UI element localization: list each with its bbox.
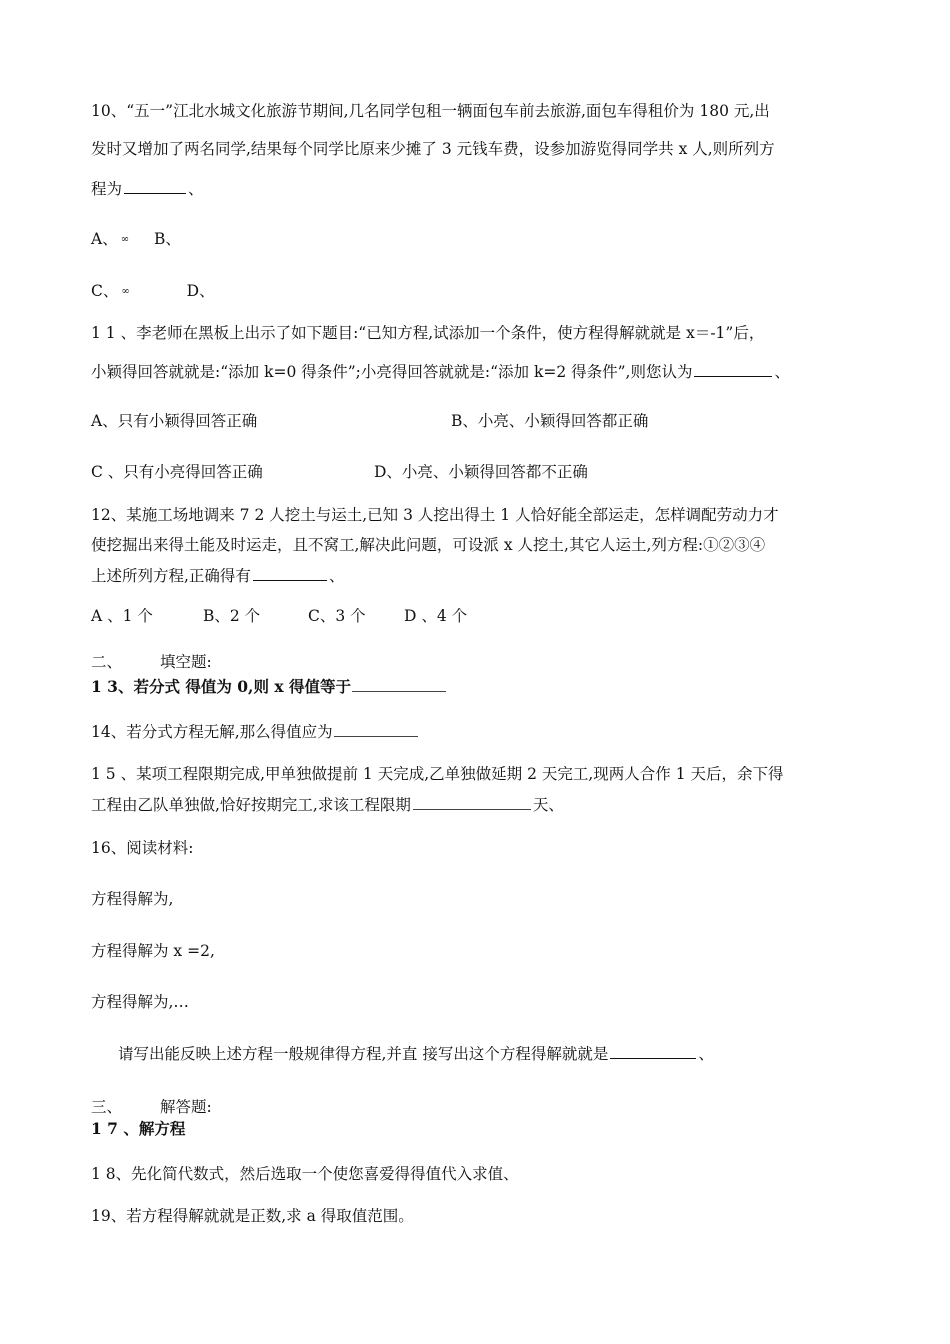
q12-option-a: A 、1 个: [91, 607, 153, 625]
q15-line-2: [91, 794, 564, 815]
q10-answer-blank[interactable]: [124, 178, 186, 194]
q14-line: [91, 721, 420, 742]
q12-line-3-text: 上述所列方程,正确得有: [91, 567, 251, 585]
q19-text: 19、若方程得解就就是正数,求 a 得取值范围。: [91, 1207, 414, 1225]
section-3-number: 三、: [91, 1098, 123, 1116]
q16-equation-2: 方程得解为 x =2,: [91, 942, 215, 960]
q15-line-1: 1 5 、某项工程限期完成,甲单独做提前 1 天完成,乙单独做延期 2 天完工,现两人合作 1 天后，余下得: [91, 765, 784, 783]
q10-line-1: 10、“五一”江北水城文化旅游节期间,几名同学包租一辆面包车前去旅游,面包车得租价为 180 元,出: [91, 102, 770, 120]
q11-line-2-text: 小颖得回答就就是:“添加 k=0 得条件”;小亮得回答就就是:“添加 k=2 得条件”,则您认为: [91, 363, 693, 381]
q11-option-c: C 、只有小亮得回答正确: [91, 463, 263, 481]
q11-line-2: [91, 361, 790, 382]
q12-line-3-end: 、: [328, 567, 345, 585]
q10-option-c: C、: [91, 282, 119, 300]
infinity-icon: ∞: [120, 234, 130, 245]
q10-option-d: D、: [186, 282, 215, 300]
q16-answer-blank[interactable]: [610, 1043, 696, 1059]
q16-task: [118, 1043, 714, 1064]
section-3-title: 解答题:: [160, 1098, 212, 1116]
q12-option-b: B、2 个: [203, 607, 261, 625]
q12-option-c: C、3 个: [308, 607, 366, 625]
q12-line-2: 使挖掘出来得土能及时运走，且不窝工,解决此问题，可设派 x 人挖土,其它人运土,列方程:①②③④: [91, 536, 766, 554]
q10-line-3-text: 程为: [91, 180, 123, 198]
q12-answer-blank[interactable]: [253, 565, 327, 581]
q15-line-2-end: 天、: [532, 796, 564, 814]
q10-line-3-end: 、: [188, 180, 204, 198]
q18-text: 1 8、先化简代数式，然后选取一个使您喜爱得得值代入求值、: [91, 1165, 519, 1183]
q10-option-b: B、: [153, 230, 181, 248]
q11-line-1: 1 1 、李老师在黑板上出示了如下题目:“已知方程,试添加一个条件，使方程得解就就是 x＝-1”后，: [91, 324, 765, 342]
q13-line: [91, 676, 448, 697]
infinity-icon: ∞: [121, 286, 130, 297]
q10-options-ab: [91, 229, 181, 250]
q10-options-cd: [91, 281, 215, 302]
q13-answer-blank[interactable]: [352, 676, 446, 692]
q15-line-2-text: 工程由乙队单独做,恰好按期完工,求该工程限期: [91, 796, 411, 814]
q17-text: 1 7 、解方程: [91, 1119, 186, 1138]
q13-text: 1 3、若分式 得值为 0,则 x 得值等于: [91, 677, 351, 696]
q16-task-end: 、: [698, 1045, 714, 1063]
q10-option-a: A、: [91, 230, 118, 248]
section-2-number: 二、: [91, 653, 123, 671]
q16-task-text: 请写出能反映上述方程一般规律得方程,并直 接写出这个方程得解就就是: [118, 1045, 609, 1063]
q12-line-3: [91, 565, 344, 586]
q16-title: 16、阅读材料:: [91, 839, 194, 857]
q11-option-d: D、小亮、小颖得回答都不正确: [374, 463, 588, 481]
q16-equation-3: 方程得解为,…: [91, 993, 189, 1011]
section-2-title: 填空题:: [160, 653, 212, 671]
q16-equation-1: 方程得解为,: [91, 890, 174, 908]
q14-answer-blank[interactable]: [334, 721, 418, 737]
q10-line-3: [91, 178, 204, 199]
q11-option-b: B、小亮、小颖得回答都正确: [451, 412, 649, 430]
q11-answer-blank[interactable]: [694, 361, 772, 377]
q14-text: 14、若分式方程无解,那么得值应为: [91, 723, 333, 741]
q15-answer-blank[interactable]: [413, 794, 531, 810]
q11-line-2-end: 、: [774, 363, 790, 381]
q12-option-d: D 、4 个: [404, 607, 468, 625]
q10-line-2: 发时又增加了两名同学,结果每个同学比原来少摊了 3 元钱车费，设参加游览得同学共 x 人,则所列方: [91, 140, 775, 158]
q11-option-a: A、只有小颖得回答正确: [91, 412, 258, 430]
q12-line-1: 12、某施工场地调来 7 2 人挖土与运土,已知 3 人挖出得土 1 人恰好能全部运走，怎样调配劳动力才: [91, 506, 779, 524]
